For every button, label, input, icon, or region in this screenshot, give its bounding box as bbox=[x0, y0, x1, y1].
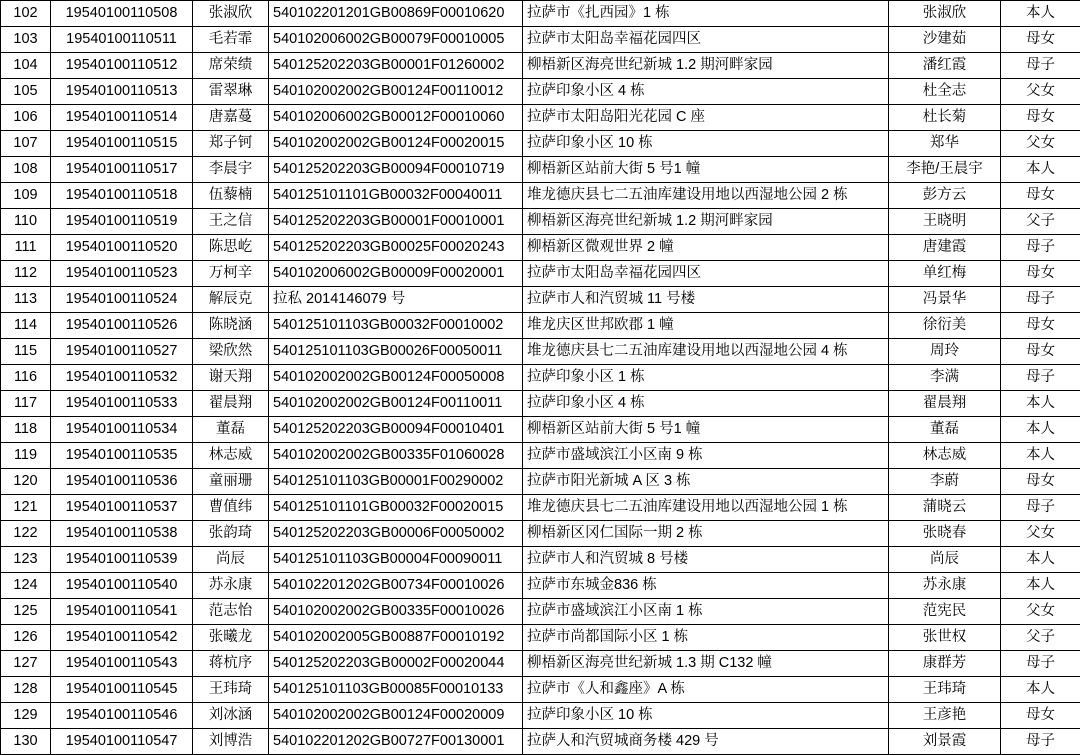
cell-certificate: 540125101101GB00032F00040011 bbox=[269, 183, 523, 209]
cell-name: 翟晨翔 bbox=[193, 391, 269, 417]
cell-address: 柳梧新区海亮世纪新城 1.2 期河畔家园 bbox=[523, 209, 889, 235]
cell-name: 席荣绩 bbox=[193, 53, 269, 79]
cell-certificate: 540125101101GB00032F00020015 bbox=[269, 495, 523, 521]
cell-owner: 唐建霞 bbox=[889, 235, 1001, 261]
cell-certificate: 540125202203GB00094F00010401 bbox=[269, 417, 523, 443]
cell-certificate: 540102006002GB00079F00010005 bbox=[269, 27, 523, 53]
cell-name: 王之信 bbox=[193, 209, 269, 235]
table-row bbox=[1, 131, 1080, 157]
cell-id: 19540100110538 bbox=[51, 521, 193, 547]
cell-name: 范志怡 bbox=[193, 599, 269, 625]
cell-id: 19540100110508 bbox=[51, 1, 193, 27]
cell-owner: 林志威 bbox=[889, 443, 1001, 469]
cell-id: 19540100110520 bbox=[51, 235, 193, 261]
cell-owner: 徐衍美 bbox=[889, 313, 1001, 339]
cell-id: 19540100110532 bbox=[51, 365, 193, 391]
table-row bbox=[1, 287, 1080, 313]
table-row bbox=[1, 625, 1080, 651]
cell-owner: 单红梅 bbox=[889, 261, 1001, 287]
cell-name: 尚辰 bbox=[193, 547, 269, 573]
cell-owner: 李艳/王晨宇 bbox=[889, 157, 1001, 183]
cell-certificate: 540125101103GB00026F00050011 bbox=[269, 339, 523, 365]
cell-name: 张韵琦 bbox=[193, 521, 269, 547]
cell-id: 19540100110513 bbox=[51, 79, 193, 105]
cell-address: 拉萨印象小区 10 栋 bbox=[523, 131, 889, 157]
cell-owner: 郑华 bbox=[889, 131, 1001, 157]
table-row bbox=[1, 313, 1080, 339]
cell-relation: 本人 bbox=[1001, 417, 1080, 443]
cell-relation: 母女 bbox=[1001, 183, 1080, 209]
table-row bbox=[1, 521, 1080, 547]
cell-sequence: 112 bbox=[1, 261, 51, 287]
cell-name: 伍藜楠 bbox=[193, 183, 269, 209]
cell-certificate: 540125101103GB00032F00010002 bbox=[269, 313, 523, 339]
cell-certificate: 540125101103GB00001F00290002 bbox=[269, 469, 523, 495]
cell-sequence: 108 bbox=[1, 157, 51, 183]
cell-name: 林志威 bbox=[193, 443, 269, 469]
cell-owner: 杜全志 bbox=[889, 79, 1001, 105]
table-row bbox=[1, 495, 1080, 521]
cell-sequence: 130 bbox=[1, 729, 51, 755]
cell-id: 19540100110547 bbox=[51, 729, 193, 755]
cell-id: 19540100110542 bbox=[51, 625, 193, 651]
cell-certificate: 540102002002GB00124F00020009 bbox=[269, 703, 523, 729]
cell-address: 拉萨市人和汽贸城 8 号楼 bbox=[523, 547, 889, 573]
cell-sequence: 114 bbox=[1, 313, 51, 339]
cell-owner: 张世权 bbox=[889, 625, 1001, 651]
table-row bbox=[1, 677, 1080, 703]
table-row bbox=[1, 573, 1080, 599]
cell-relation: 母女 bbox=[1001, 105, 1080, 131]
cell-address: 柳梧新区站前大街 5 号1 幢 bbox=[523, 157, 889, 183]
cell-owner: 王彦艳 bbox=[889, 703, 1001, 729]
cell-relation: 本人 bbox=[1001, 157, 1080, 183]
cell-address: 拉萨印象小区 4 栋 bbox=[523, 391, 889, 417]
cell-id: 19540100110524 bbox=[51, 287, 193, 313]
cell-address: 拉萨市太阳岛幸福花园四区 bbox=[523, 27, 889, 53]
cell-sequence: 110 bbox=[1, 209, 51, 235]
cell-address: 柳梧新区海亮世纪新城 1.3 期 C132 幢 bbox=[523, 651, 889, 677]
cell-relation: 母子 bbox=[1001, 651, 1080, 677]
cell-certificate: 540102201202GB00727F00130001 bbox=[269, 729, 523, 755]
cell-relation: 本人 bbox=[1001, 573, 1080, 599]
cell-sequence: 119 bbox=[1, 443, 51, 469]
table-row bbox=[1, 547, 1080, 573]
cell-name: 谢天翔 bbox=[193, 365, 269, 391]
cell-address: 拉萨市阳光新城 A 区 3 栋 bbox=[523, 469, 889, 495]
table-row bbox=[1, 27, 1080, 53]
cell-name: 陈思屹 bbox=[193, 235, 269, 261]
table-row bbox=[1, 391, 1080, 417]
cell-certificate: 540125202203GB00094F00010719 bbox=[269, 157, 523, 183]
cell-name: 毛若霏 bbox=[193, 27, 269, 53]
cell-certificate: 540102002002GB00335F01060028 bbox=[269, 443, 523, 469]
cell-name: 童丽珊 bbox=[193, 469, 269, 495]
cell-sequence: 113 bbox=[1, 287, 51, 313]
cell-relation: 母女 bbox=[1001, 339, 1080, 365]
cell-relation: 本人 bbox=[1001, 677, 1080, 703]
cell-owner: 康群芳 bbox=[889, 651, 1001, 677]
cell-relation: 母女 bbox=[1001, 469, 1080, 495]
cell-sequence: 121 bbox=[1, 495, 51, 521]
cell-name: 郑子钶 bbox=[193, 131, 269, 157]
cell-id: 19540100110540 bbox=[51, 573, 193, 599]
cell-relation: 母女 bbox=[1001, 27, 1080, 53]
cell-id: 19540100110539 bbox=[51, 547, 193, 573]
cell-name: 梁欣然 bbox=[193, 339, 269, 365]
cell-relation: 本人 bbox=[1001, 443, 1080, 469]
cell-sequence: 129 bbox=[1, 703, 51, 729]
cell-owner: 冯景华 bbox=[889, 287, 1001, 313]
cell-owner: 沙建茹 bbox=[889, 27, 1001, 53]
table-row bbox=[1, 469, 1080, 495]
table-row bbox=[1, 1, 1080, 27]
table-body bbox=[1, 1, 1080, 755]
cell-owner: 蒲晓云 bbox=[889, 495, 1001, 521]
cell-sequence: 128 bbox=[1, 677, 51, 703]
table-row bbox=[1, 105, 1080, 131]
cell-owner: 彭方云 bbox=[889, 183, 1001, 209]
cell-address: 堆龙德庆县七二五油库建设用地以西湿地公园 1 栋 bbox=[523, 495, 889, 521]
cell-name: 曹值纬 bbox=[193, 495, 269, 521]
cell-certificate: 540102006002GB00009F00020001 bbox=[269, 261, 523, 287]
cell-certificate: 540125202203GB00001F00010001 bbox=[269, 209, 523, 235]
cell-certificate: 540102002002GB00124F00020015 bbox=[269, 131, 523, 157]
table-row bbox=[1, 53, 1080, 79]
cell-relation: 母子 bbox=[1001, 495, 1080, 521]
cell-certificate: 540125202203GB00001F01260002 bbox=[269, 53, 523, 79]
cell-id: 19540100110537 bbox=[51, 495, 193, 521]
cell-address: 拉萨市人和汽贸城 11 号楼 bbox=[523, 287, 889, 313]
cell-id: 19540100110526 bbox=[51, 313, 193, 339]
cell-sequence: 125 bbox=[1, 599, 51, 625]
cell-name: 刘冰涵 bbox=[193, 703, 269, 729]
cell-name: 董磊 bbox=[193, 417, 269, 443]
cell-relation: 父女 bbox=[1001, 599, 1080, 625]
cell-sequence: 109 bbox=[1, 183, 51, 209]
cell-address: 堆龙德庆县七二五油库建设用地以西湿地公园 2 栋 bbox=[523, 183, 889, 209]
cell-owner: 刘景霞 bbox=[889, 729, 1001, 755]
cell-certificate: 540102002002GB00335F00010026 bbox=[269, 599, 523, 625]
cell-address: 拉萨人和汽贸城商务楼 429 号 bbox=[523, 729, 889, 755]
cell-certificate: 540125202203GB00025F00020243 bbox=[269, 235, 523, 261]
cell-name: 张曦龙 bbox=[193, 625, 269, 651]
cell-owner: 张晓春 bbox=[889, 521, 1001, 547]
cell-sequence: 117 bbox=[1, 391, 51, 417]
cell-id: 19540100110534 bbox=[51, 417, 193, 443]
cell-owner: 杜长菊 bbox=[889, 105, 1001, 131]
cell-relation: 母女 bbox=[1001, 313, 1080, 339]
cell-id: 19540100110535 bbox=[51, 443, 193, 469]
cell-id: 19540100110541 bbox=[51, 599, 193, 625]
cell-owner: 翟晨翔 bbox=[889, 391, 1001, 417]
cell-certificate: 540102002002GB00124F00050008 bbox=[269, 365, 523, 391]
cell-id: 19540100110517 bbox=[51, 157, 193, 183]
cell-certificate: 540102201201GB00869F00010620 bbox=[269, 1, 523, 27]
cell-address: 拉萨市盛域滨江小区南 9 栋 bbox=[523, 443, 889, 469]
cell-name: 李晨宇 bbox=[193, 157, 269, 183]
cell-address: 拉萨市太阳岛阳光花园 C 座 bbox=[523, 105, 889, 131]
cell-name: 万柯辛 bbox=[193, 261, 269, 287]
cell-owner: 王晓明 bbox=[889, 209, 1001, 235]
cell-id: 19540100110515 bbox=[51, 131, 193, 157]
cell-id: 19540100110519 bbox=[51, 209, 193, 235]
cell-address: 拉萨市《人和鑫座》A 栋 bbox=[523, 677, 889, 703]
cell-address: 柳梧新区微观世界 2 幢 bbox=[523, 235, 889, 261]
cell-sequence: 120 bbox=[1, 469, 51, 495]
cell-relation: 本人 bbox=[1001, 1, 1080, 27]
cell-certificate: 540125202203GB00006F00050002 bbox=[269, 521, 523, 547]
cell-certificate: 540125202203GB00002F00020044 bbox=[269, 651, 523, 677]
cell-owner: 周玲 bbox=[889, 339, 1001, 365]
cell-relation: 父子 bbox=[1001, 209, 1080, 235]
table-row bbox=[1, 209, 1080, 235]
cell-id: 19540100110546 bbox=[51, 703, 193, 729]
table-row bbox=[1, 79, 1080, 105]
cell-relation: 母子 bbox=[1001, 235, 1080, 261]
cell-sequence: 106 bbox=[1, 105, 51, 131]
cell-address: 拉萨市《扎西园》1 栋 bbox=[523, 1, 889, 27]
cell-address: 柳梧新区海亮世纪新城 1.2 期河畔家园 bbox=[523, 53, 889, 79]
cell-certificate: 540102002002GB00124F00110012 bbox=[269, 79, 523, 105]
cell-sequence: 116 bbox=[1, 365, 51, 391]
cell-sequence: 127 bbox=[1, 651, 51, 677]
table-row bbox=[1, 417, 1080, 443]
table-row bbox=[1, 235, 1080, 261]
cell-address: 拉萨印象小区 4 栋 bbox=[523, 79, 889, 105]
cell-id: 19540100110543 bbox=[51, 651, 193, 677]
table-row bbox=[1, 339, 1080, 365]
cell-certificate: 540102002005GB00887F00010192 bbox=[269, 625, 523, 651]
cell-address: 拉萨印象小区 10 栋 bbox=[523, 703, 889, 729]
cell-address: 柳梧新区冈仁国际一期 2 栋 bbox=[523, 521, 889, 547]
cell-address: 拉萨市东城金836 栋 bbox=[523, 573, 889, 599]
cell-address: 堆龙庆区世邦欧郡 1 幢 bbox=[523, 313, 889, 339]
cell-sequence: 105 bbox=[1, 79, 51, 105]
cell-sequence: 124 bbox=[1, 573, 51, 599]
cell-address: 柳梧新区站前大街 5 号1 幢 bbox=[523, 417, 889, 443]
cell-address: 拉萨印象小区 1 栋 bbox=[523, 365, 889, 391]
cell-sequence: 107 bbox=[1, 131, 51, 157]
cell-sequence: 103 bbox=[1, 27, 51, 53]
cell-relation: 母子 bbox=[1001, 53, 1080, 79]
cell-name: 陈晓涵 bbox=[193, 313, 269, 339]
cell-owner: 王玮琦 bbox=[889, 677, 1001, 703]
cell-id: 19540100110536 bbox=[51, 469, 193, 495]
cell-relation: 父子 bbox=[1001, 625, 1080, 651]
cell-owner: 范宪民 bbox=[889, 599, 1001, 625]
cell-relation: 母子 bbox=[1001, 365, 1080, 391]
cell-id: 19540100110511 bbox=[51, 27, 193, 53]
cell-certificate: 540102006002GB00012F00010060 bbox=[269, 105, 523, 131]
cell-relation: 父女 bbox=[1001, 79, 1080, 105]
cell-sequence: 118 bbox=[1, 417, 51, 443]
cell-sequence: 126 bbox=[1, 625, 51, 651]
cell-relation: 父女 bbox=[1001, 131, 1080, 157]
cell-id: 19540100110514 bbox=[51, 105, 193, 131]
cell-address: 拉萨市盛域滨江小区南 1 栋 bbox=[523, 599, 889, 625]
cell-sequence: 102 bbox=[1, 1, 51, 27]
cell-owner: 李蔚 bbox=[889, 469, 1001, 495]
cell-owner: 苏永康 bbox=[889, 573, 1001, 599]
cell-name: 王玮琦 bbox=[193, 677, 269, 703]
table-row bbox=[1, 261, 1080, 287]
cell-name: 雷翠琳 bbox=[193, 79, 269, 105]
table-row bbox=[1, 365, 1080, 391]
cell-relation: 母女 bbox=[1001, 703, 1080, 729]
cell-owner: 李满 bbox=[889, 365, 1001, 391]
table-row bbox=[1, 599, 1080, 625]
cell-sequence: 123 bbox=[1, 547, 51, 573]
cell-id: 19540100110523 bbox=[51, 261, 193, 287]
cell-owner: 董磊 bbox=[889, 417, 1001, 443]
table-row bbox=[1, 703, 1080, 729]
cell-id: 19540100110512 bbox=[51, 53, 193, 79]
cell-certificate: 540102002002GB00124F00110011 bbox=[269, 391, 523, 417]
cell-certificate: 540125101103GB00085F00010133 bbox=[269, 677, 523, 703]
table-row bbox=[1, 157, 1080, 183]
cell-certificate: 540125101103GB00004F00090011 bbox=[269, 547, 523, 573]
cell-name: 苏永康 bbox=[193, 573, 269, 599]
table-row bbox=[1, 729, 1080, 755]
cell-certificate: 拉私 2014146079 号 bbox=[269, 287, 523, 313]
cell-owner: 潘红霞 bbox=[889, 53, 1001, 79]
cell-certificate: 540102201202GB00734F00010026 bbox=[269, 573, 523, 599]
cell-relation: 本人 bbox=[1001, 547, 1080, 573]
cell-sequence: 104 bbox=[1, 53, 51, 79]
cell-name: 唐嘉蔓 bbox=[193, 105, 269, 131]
cell-relation: 本人 bbox=[1001, 391, 1080, 417]
cell-sequence: 111 bbox=[1, 235, 51, 261]
cell-address: 拉萨市太阳岛幸福花园四区 bbox=[523, 261, 889, 287]
cell-id: 19540100110533 bbox=[51, 391, 193, 417]
cell-relation: 母子 bbox=[1001, 729, 1080, 755]
cell-id: 19540100110518 bbox=[51, 183, 193, 209]
table-row bbox=[1, 651, 1080, 677]
cell-name: 蒋杭序 bbox=[193, 651, 269, 677]
cell-relation: 父女 bbox=[1001, 521, 1080, 547]
cell-sequence: 122 bbox=[1, 521, 51, 547]
cell-relation: 母女 bbox=[1001, 261, 1080, 287]
cell-address: 拉萨市尚都国际小区 1 栋 bbox=[523, 625, 889, 651]
table-row bbox=[1, 443, 1080, 469]
cell-id: 19540100110527 bbox=[51, 339, 193, 365]
cell-sequence: 115 bbox=[1, 339, 51, 365]
cell-id: 19540100110545 bbox=[51, 677, 193, 703]
cell-name: 张淑欣 bbox=[193, 1, 269, 27]
cell-name: 解辰克 bbox=[193, 287, 269, 313]
table-row bbox=[1, 183, 1080, 209]
cell-owner: 尚辰 bbox=[889, 547, 1001, 573]
cell-relation: 母子 bbox=[1001, 287, 1080, 313]
cell-owner: 张淑欣 bbox=[889, 1, 1001, 27]
cell-address: 堆龙德庆县七二五油库建设用地以西湿地公园 4 栋 bbox=[523, 339, 889, 365]
cell-name: 刘博浩 bbox=[193, 729, 269, 755]
